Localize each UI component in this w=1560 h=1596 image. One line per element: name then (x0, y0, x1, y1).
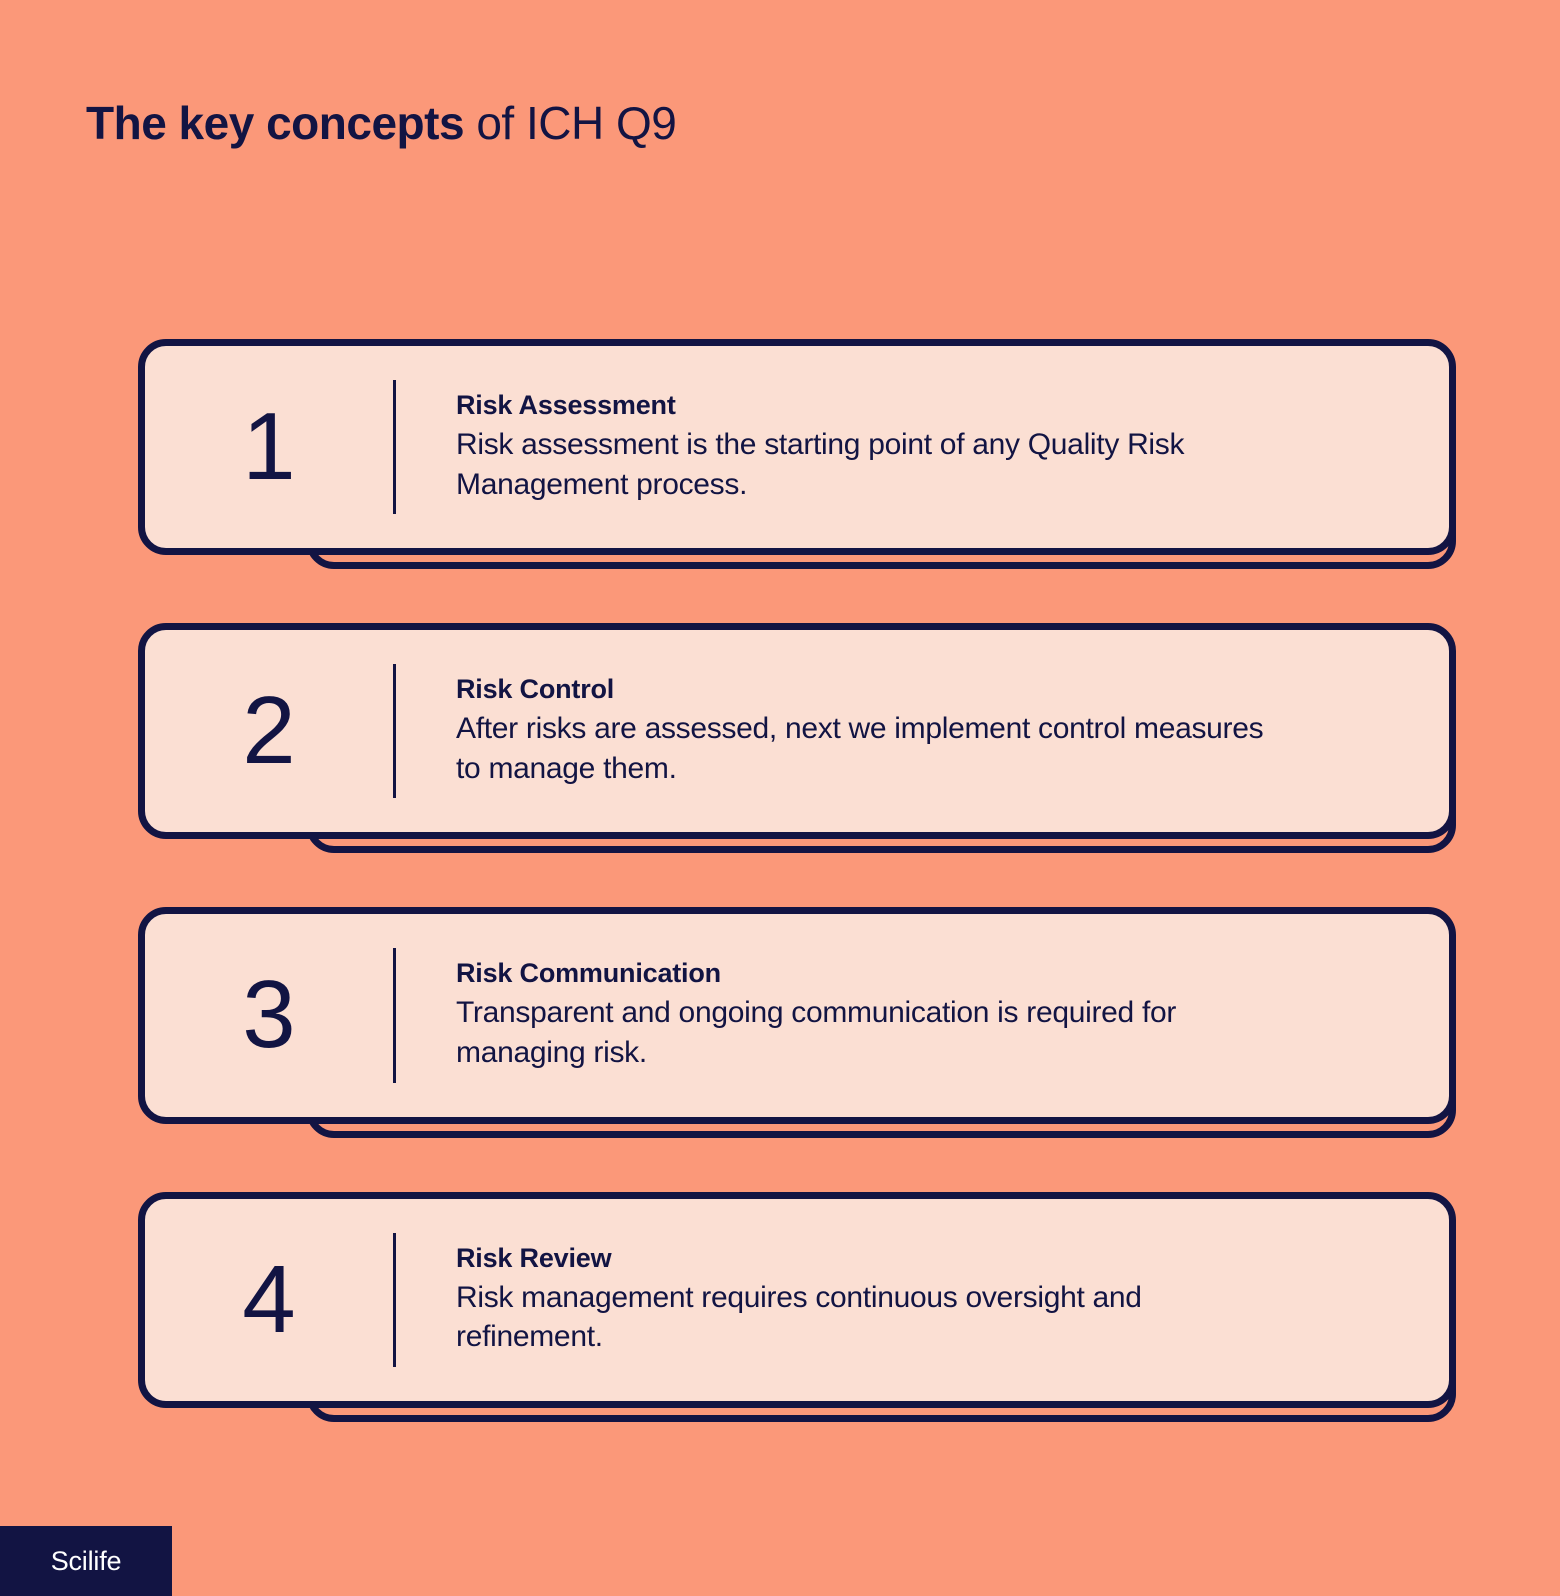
card-text: Risk assessment is the starting point of any Quality Risk Management process. (456, 428, 1185, 501)
card-number: 4 (242, 1245, 296, 1353)
page-title-strong: The key concepts (86, 97, 465, 149)
card-body (396, 1199, 1449, 1401)
card-text: After risks are assessed, next we implement control measures to manage them. (456, 712, 1264, 785)
card-heading: Risk Review (456, 1242, 612, 1273)
card-text: Transparent and ongoing communication is required for managing risk. (456, 996, 1177, 1069)
page-title-light: of ICH Q9 (464, 97, 677, 149)
card-heading: Risk Assessment (456, 390, 676, 420)
concept-card-4 (138, 1192, 1456, 1408)
card-heading: Risk Control (456, 674, 615, 705)
list-item (138, 907, 1456, 1123)
card-number: 3 (242, 961, 296, 1069)
card-body (396, 630, 1449, 832)
card-heading: Risk Communication (456, 958, 721, 989)
card-body (396, 346, 1449, 548)
concept-card-3 (138, 907, 1456, 1123)
list-item (138, 1192, 1456, 1408)
concept-card-2 (138, 623, 1456, 839)
brand-name: Scilife (50, 1545, 122, 1576)
list-item (138, 623, 1456, 839)
card-number: 1 (242, 393, 296, 501)
brand-logo (0, 1526, 172, 1596)
card-number: 2 (242, 677, 296, 785)
card-text: Risk management requires continuous oversight and refinement. (456, 1280, 1142, 1354)
list-item (138, 339, 1456, 555)
concept-card-list (138, 339, 1456, 1408)
card-body (396, 914, 1449, 1116)
page-title (86, 98, 676, 149)
concept-card-1 (138, 339, 1456, 555)
